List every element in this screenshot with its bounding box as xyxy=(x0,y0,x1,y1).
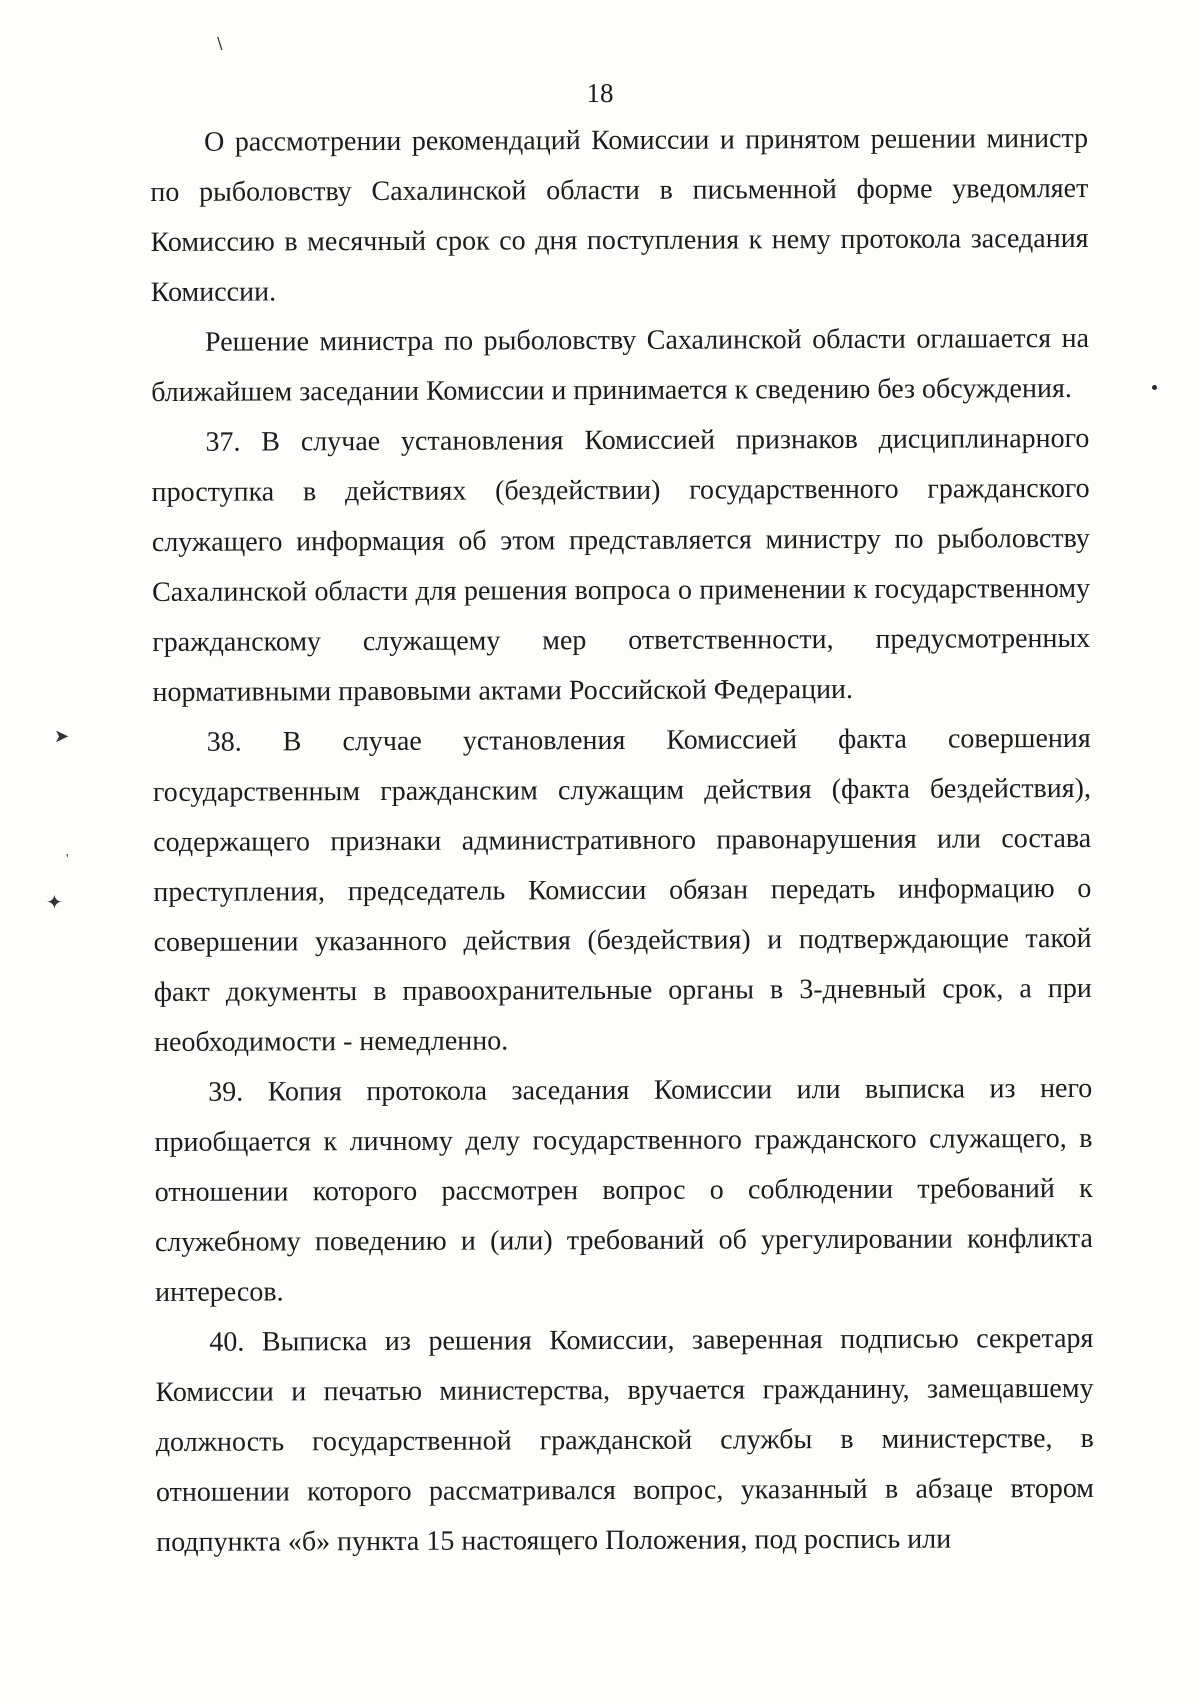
paragraph-item-38: 38. В случае установления Комиссией факта совершения государственным гражданским служащим действия (факта бездействия), содержащего признаки административного правонарушения или состава преступления, председатель Комиссии обязан передать информацию о совершении указанного действия (бездействия) и подтверждающие такой факт документы в правоохранительные органы в 3-дневный срок, а при необходимости - немедленно. xyxy=(152,722,1092,1058)
margin-mark-arrow: ➤ xyxy=(54,726,70,746)
page-number: 18 xyxy=(586,78,614,108)
paragraph-minister-decision: Решение министра по рыболовству Сахалинской области оглашается на ближайшем заседании Комиссии и принимается к сведению без обсуждения. xyxy=(151,322,1090,408)
paragraph-item-37: 37. В случае установления Комиссией признаков дисциплинарного проступка в действиях (бездействии) государственного гражданского служащего информация об этом представляется министру по рыболовству Сахалинской области для решения вопроса о применении к государственному гражданскому служащему мер ответственности, предусмотренных нормативными правовыми актами Российской Федерации. xyxy=(151,422,1091,708)
scan-dot xyxy=(1152,385,1157,390)
paragraph-item-40: 40. Выписка из решения Комиссии, заверенная подписью секретаря Комиссии и печатью министерства, вручается гражданину, замещавшему должность государственной гражданской службы в министерстве, в отношении которого рассматривался вопрос, указанный в абзаце втором подпункта «б» пункта 15 настоящего Положения, под роспись или xyxy=(155,1322,1095,1558)
margin-mark-tick: ' xyxy=(66,852,69,867)
paragraph-item-39: 39. Копия протокола заседания Комиссии или выписка из него приобщается к личному делу государственного гражданского служащего, в отношении которого рассмотрен вопрос о соблюдении требований к служебному поведению и (или) требований об урегулировании конфликта интересов. xyxy=(154,1072,1093,1308)
document-body xyxy=(150,114,1094,1568)
paragraph-commission-notice: О рассмотрении рекомендаций Комиссии и принятом решении министр по рыболовству Сахалинской области в письменной форме уведомляет Комиссию в месячный срок со дня поступления к нему протокола заседания Комиссии. xyxy=(150,122,1089,308)
margin-mark-star: ✦ xyxy=(46,892,63,914)
scan-speck: ∖ xyxy=(214,36,225,53)
